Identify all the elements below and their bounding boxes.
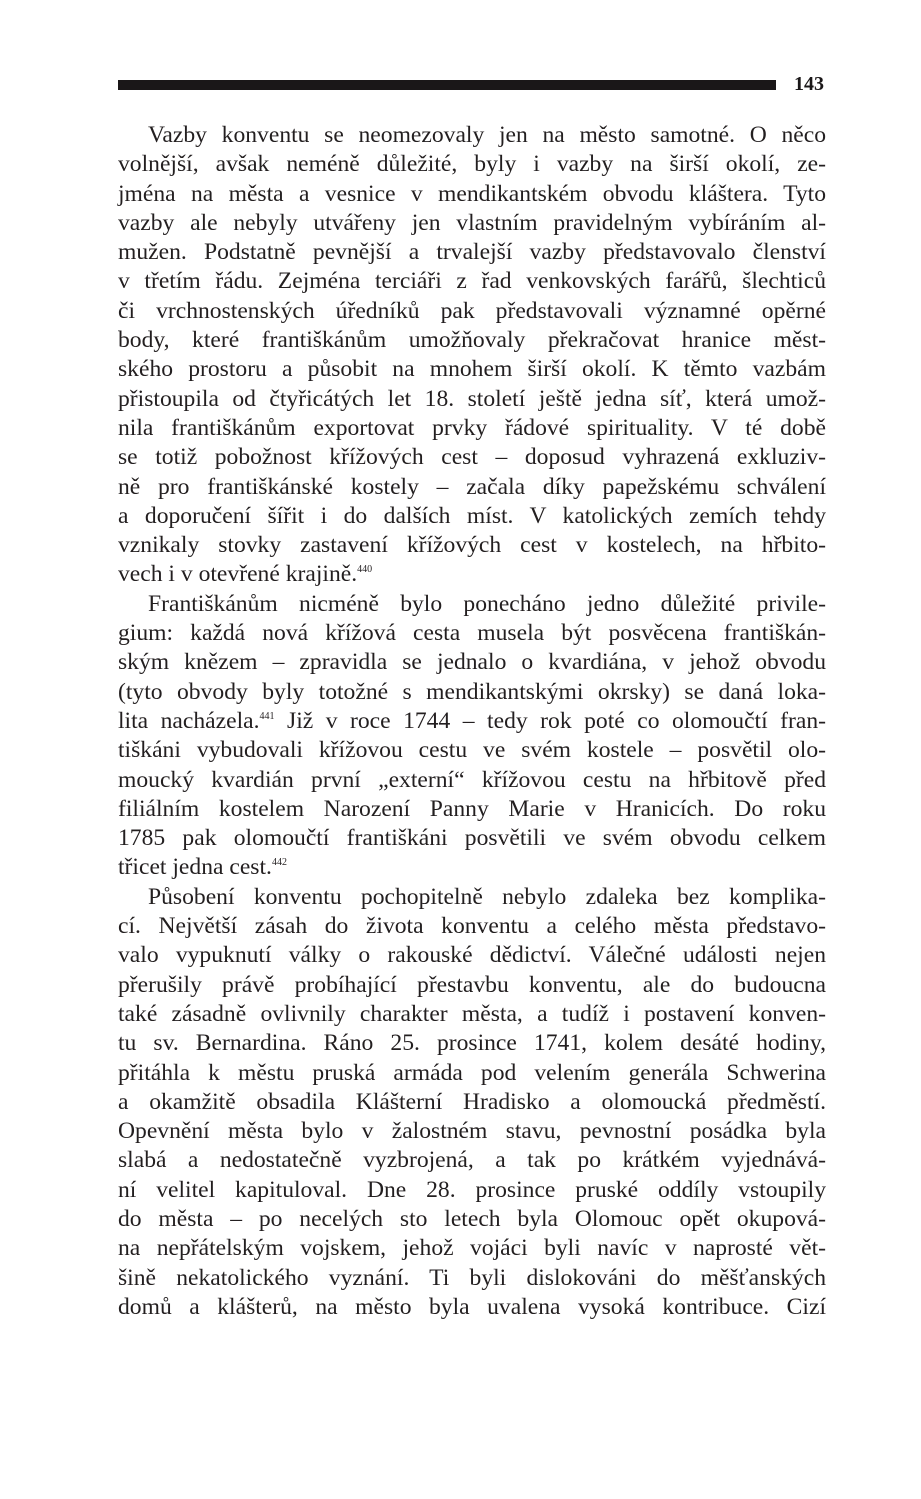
text-line: Opevnění města bylo v žalostném stavu, pevnostní posádka byla xyxy=(118,1118,826,1145)
text-line: ského prostoru a působit na mnohem širší okolí. K těmto vazbám xyxy=(118,356,826,383)
text-line: se totiž pobožnost křížových cest – doposud vyhrazená exkluziv- xyxy=(118,444,826,471)
paragraph-2 xyxy=(118,590,826,883)
text-line: ní velitel kapituloval. Dne 28. prosince pruské oddíly vstoupily xyxy=(118,1176,826,1203)
text-line: nila františkánům exportovat prvky řádové spirituality. V té době xyxy=(118,414,826,441)
text-line: Františkánům nicméně bylo ponecháno jedno důležité privile- xyxy=(148,590,826,617)
paragraph-1 xyxy=(118,121,826,590)
text-line: přistoupila od čtyřicátých let 18. století ještě jedna síť, která umož- xyxy=(118,385,826,412)
text-line: a doporučení šířit i do dalších míst. V katolických zemích tehdy xyxy=(118,502,826,529)
text-line xyxy=(118,707,826,736)
text-line: a okamžitě obsadila Klášterní Hradisko a olomoucká předměstí. xyxy=(118,1088,826,1115)
text-line-content: vech i v otevřené krajině. xyxy=(118,561,358,588)
text-line: mužen. Podstatně pevnější a trvalejší vazby představovalo členství xyxy=(118,239,826,266)
text-line: filiálním kostelem Narození Panny Marie v Hranicích. Do roku xyxy=(118,795,826,822)
text-line: valo vypuknutí války o rakouské dědictví. Válečné události nejen xyxy=(118,942,826,969)
footnote-ref[interactable]: 442 xyxy=(271,857,287,869)
paragraph-3 xyxy=(118,883,826,1322)
text-line: domů a klášterů, na město byla uvalena vysoká kontribuce. Cizí xyxy=(118,1293,826,1320)
text-line: či vrchnostenských úředníků pak představovali významné opěrné xyxy=(118,297,826,324)
text-line: body, které františkánům umožňovaly překračovat hranice měst- xyxy=(118,327,826,354)
text-line: v třetím řádu. Zejména terciáři z řad venkovských farářů, šlechticů xyxy=(118,268,826,295)
text-line xyxy=(118,560,826,589)
text-line: na nepřátelským vojskem, jehož vojáci byli navíc v naprosté vět- xyxy=(118,1235,826,1262)
text-line: vazby ale nebyly utvářeny jen vlastním pravidelným vybíráním al- xyxy=(118,209,826,236)
text-line: moucký kvardián první „externí“ křížovou cestu na hřbitově před xyxy=(118,766,826,793)
text-line-content: lita nacházela. xyxy=(118,707,260,734)
footnote-ref[interactable]: 440 xyxy=(357,564,373,576)
text-line-content: Již v roce 1744 – tedy rok poté co olomoučtí fran- xyxy=(274,707,826,734)
text-line: do města – po necelých sto letech byla Olomouc opět okupová- xyxy=(118,1205,826,1232)
text-line: jména na města a vesnice v mendikantském obvodu kláštera. Tyto xyxy=(118,180,826,207)
header-rule xyxy=(118,80,776,90)
text-line: ským knězem – zpravidla se jednalo o kvardiána, v jehož obvodu xyxy=(118,649,826,676)
text-line: (tyto obvody byly totožné s mendikantskými okrsky) se daná loka- xyxy=(118,678,826,705)
body-text xyxy=(118,121,826,1322)
text-line: gium: každá nová křížová cesta musela být posvěcena františkán- xyxy=(118,620,826,647)
running-header xyxy=(118,73,824,98)
text-line: vznikaly stovky zastavení křížových cest v kostelech, na hřbito- xyxy=(118,532,826,559)
text-line: cí. Největší zásah do života konventu a celého města představo- xyxy=(118,913,826,940)
text-line: volnější, avšak neméně důležité, byly i vazby na širší okolí, ze- xyxy=(118,151,826,178)
text-line: tu sv. Bernardina. Ráno 25. prosince 1741, kolem desáté hodiny, xyxy=(118,1030,826,1057)
footnote-ref[interactable]: 441 xyxy=(259,710,275,722)
text-line xyxy=(118,853,826,882)
text-line: šině nekatolického vyznání. Ti byli dislokováni do měšťanských xyxy=(118,1264,826,1291)
text-line: ně pro františkánské kostely – začala díky papežskému schválení xyxy=(118,473,826,500)
text-line: 1785 pak olomoučtí františkáni posvětili ve svém obvodu celkem xyxy=(118,825,826,852)
text-line: Působení konventu pochopitelně nebylo zdaleka bez komplika- xyxy=(148,883,826,910)
text-line: přerušily právě probíhající přestavbu konventu, ale do budoucna xyxy=(118,971,826,998)
text-line: také zásadně ovlivnily charakter města, a tudíž i postavení konven- xyxy=(118,1000,826,1027)
text-line: slabá a nedostatečně vyzbrojená, a tak po krátkém vyjednává- xyxy=(118,1147,826,1174)
text-line: přitáhla k městu pruská armáda pod velením generála Schwerina xyxy=(118,1059,826,1086)
page-number: 143 xyxy=(794,73,824,95)
text-line: Vazby konventu se neomezovaly jen na město samotné. O něco xyxy=(148,122,826,148)
text-line-content: třicet jedna cest. xyxy=(118,854,272,881)
text-line: tiškáni vybudovali křížovou cestu ve svém kostele – posvětil olo- xyxy=(118,737,826,764)
